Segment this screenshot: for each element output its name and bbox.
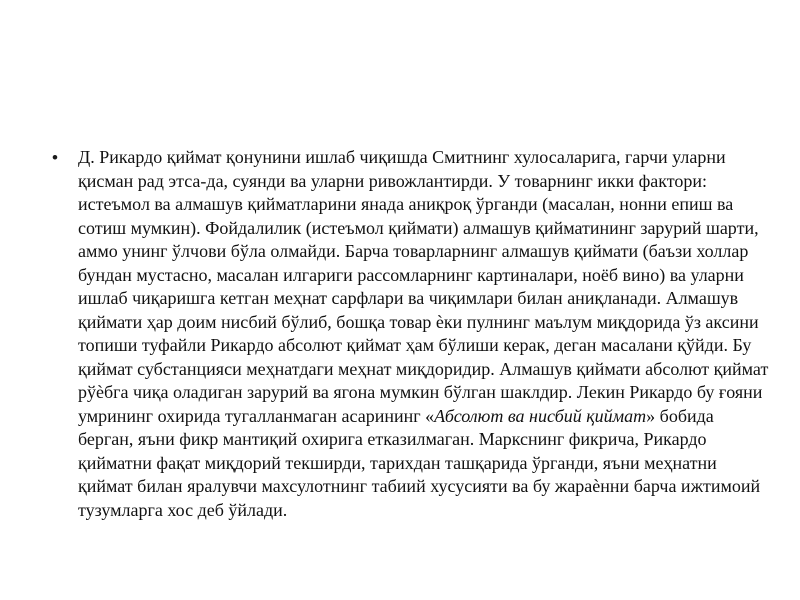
italic-chapter-title: Абсолют ва нисбий қиймат bbox=[434, 405, 647, 426]
paragraph-text-start: Д. Рикардо қиймат қонунини ишлаб чиқишда Смитнинг хулосаларига, гарчи уларни қисман рад этса-да, суянди ва уларни ривожлантирди. У товарнинг икки фактори: истеъмол ва алмашув қийматларини янада аниқроқ ўрганди (масалан, нонни епиш ва сотиш мумкин). Фойдалилик (истеъмол қиймати) алмашув қийматининг зарурий шарти, аммо унинг ўлчови бўла олмайди. Барча товарларнинг алмашув қиймати (баъзи холлар бундан мустасно, масалан илгариги рассомларнинг картиналари, ноёб вино) ва уларни ишлаб чиқаришга кетган меҳнат сарфлари ва чиқимлари билан аниқланади. Алмашув қиймати ҳар доим нисбий бўлиб, бошқа товар ѐки пулнинг маълум миқдорида ўз аксини топиши туфайли Рикардо абсолют қиймат ҳам бўлиши керак, деган масалани қўйди. Бу қиймат субстанцияси меҳнатдаги меҳнат миқдоридир. Алмашув қиймати абсолют қиймат рўѐбга чиқа оладиган зарурий ва ягона мумкин бўлган шаклдир. Лекин Рикардо бу ғояни умрининг охирида тугалланмаган асарининг « bbox=[78, 147, 769, 426]
bullet-list-item bbox=[52, 146, 772, 522]
bullet-icon: • bbox=[52, 148, 58, 167]
bullet-paragraph bbox=[78, 146, 772, 522]
paragraph-text-end: » бобида берган, яъни фикр мантиқий охирига етказилмаган. Маркснинг фикрича, Рикардо қийматни фақат миқдорий текширди, тарихдан ташқарида ўрганди, яъни меҳнатни қиймат билан яралувчи махсулотнинг табиий хусусияти ва бу жараѐнни барча ижтимоий тузумларга хос деб ўйлади. bbox=[78, 405, 761, 520]
